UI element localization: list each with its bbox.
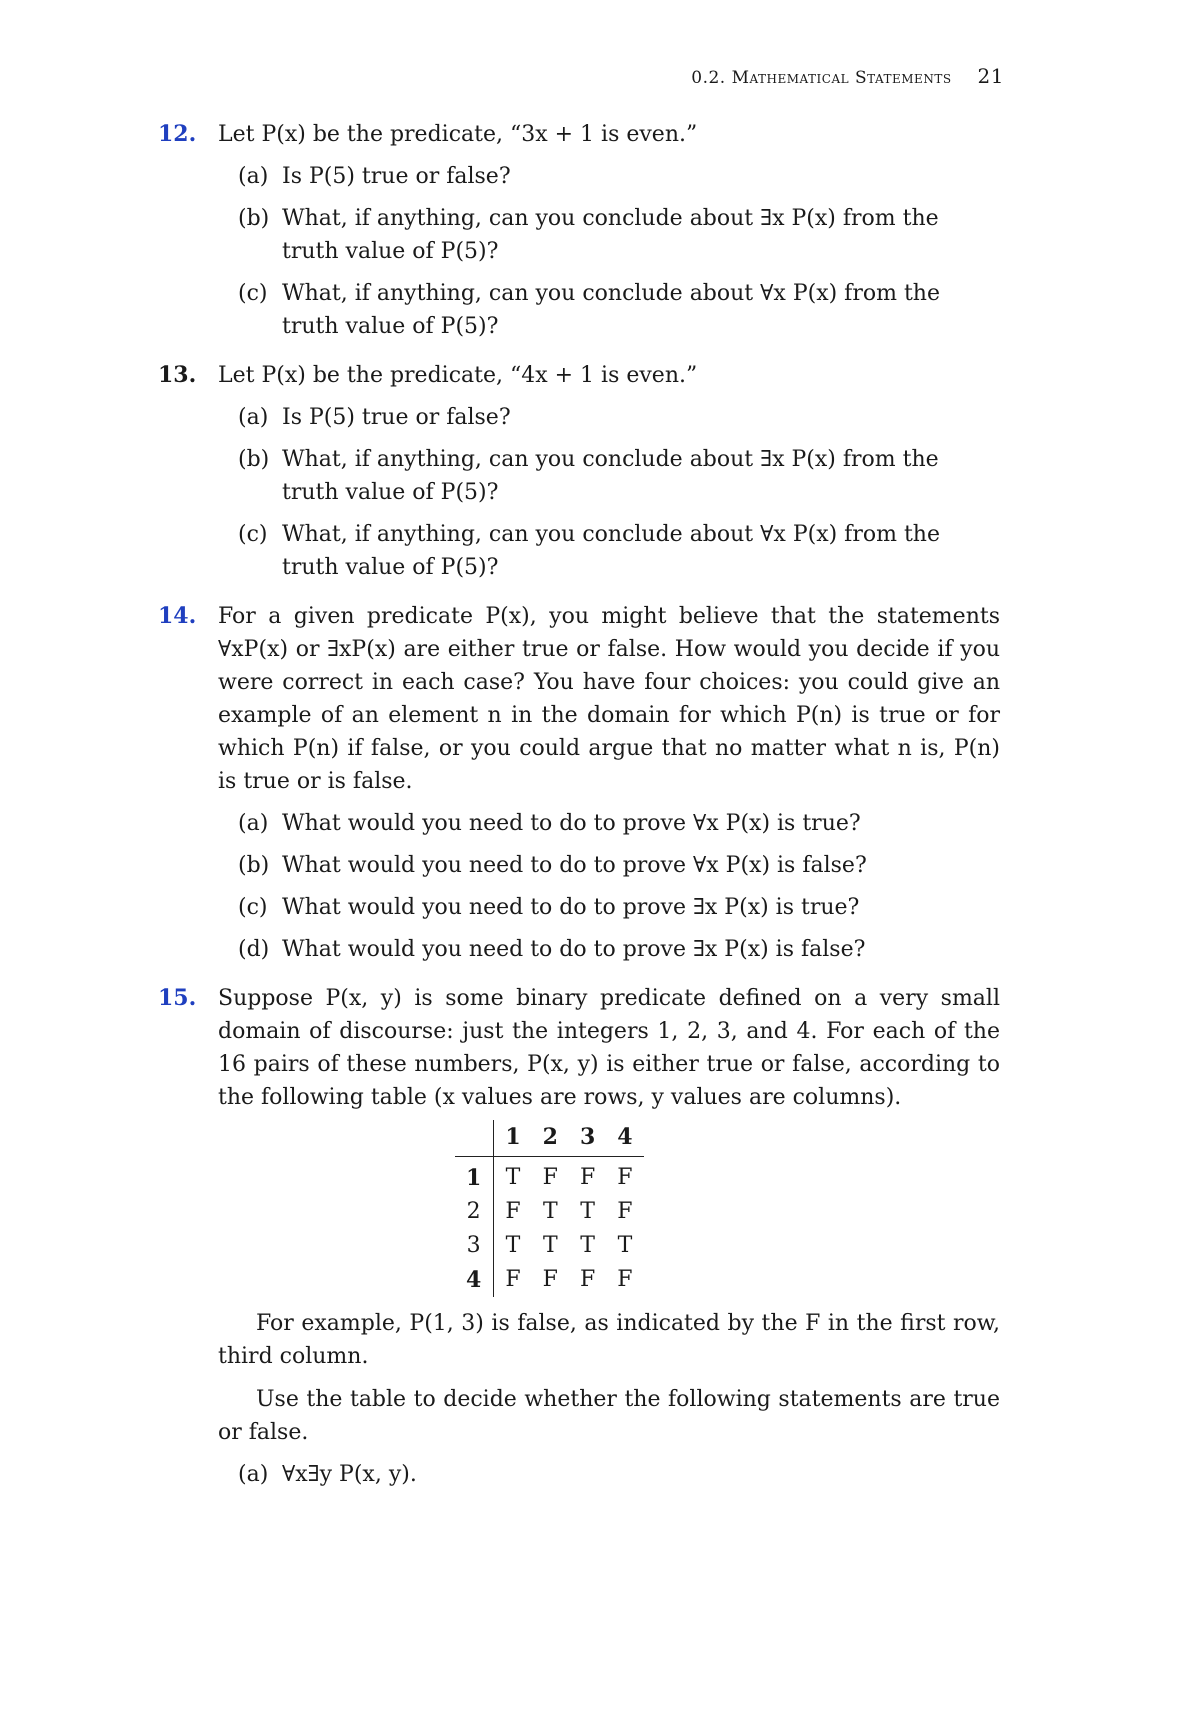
- subpart-text: ∀x∃y P(x, y).: [282, 1462, 417, 1487]
- problem-number: 13.: [158, 362, 197, 388]
- table-cell: T: [542, 1233, 558, 1258]
- row-header: 3: [455, 1229, 494, 1263]
- problem-14: [158, 600, 1000, 966]
- running-header: [691, 64, 1004, 88]
- subpart-text: What, if anything, can you conclude about ∃x P(x) from the truth value of P(5)?: [282, 447, 939, 505]
- subpart-text: What, if anything, can you conclude about ∀x P(x) from the truth value of P(5)?: [282, 281, 940, 339]
- column-header: 3: [569, 1120, 606, 1157]
- row-header: 1: [455, 1157, 494, 1196]
- subpart-label: (a): [238, 405, 269, 430]
- problem-number[interactable]: 12.: [158, 121, 197, 147]
- subpart-text: Is P(5) true or false?: [282, 164, 511, 189]
- section-title: 0.2. Mathematical Statements: [691, 68, 952, 88]
- subpart-label: (a): [238, 811, 269, 836]
- problem-statement: Let P(x) be the predicate, “3x + 1 is even.”: [218, 122, 698, 147]
- table-corner: [455, 1120, 494, 1157]
- table-cell: F: [617, 1199, 633, 1224]
- subpart-label: (a): [238, 1462, 269, 1487]
- truth-table: [455, 1120, 644, 1297]
- table-cell: F: [617, 1267, 633, 1292]
- subpart-text: What would you need to do to prove ∃x P(x) is true?: [282, 895, 860, 920]
- instruction-paragraph: Use the table to decide whether the following statements are true or false.: [218, 1387, 1000, 1445]
- subpart-a: [158, 160, 1000, 193]
- subpart-label: (a): [238, 164, 269, 189]
- problem-13: [158, 359, 1000, 584]
- subpart-text: What would you need to do to prove ∀x P(x) is false?: [282, 853, 867, 878]
- problem-number[interactable]: 15.: [158, 985, 197, 1011]
- subpart-a: [158, 1458, 1000, 1491]
- problem-12: [158, 118, 1000, 343]
- table-cell: F: [579, 1165, 596, 1190]
- table-cell: T: [580, 1233, 595, 1258]
- subpart-label: (c): [238, 895, 268, 920]
- table-cell: T: [580, 1199, 595, 1224]
- subpart-c: [158, 518, 1000, 584]
- table-header-row: [455, 1120, 644, 1157]
- table-row: [455, 1229, 644, 1263]
- subpart-a: [158, 807, 1000, 840]
- problem-statement: Suppose P(x, y) is some binary predicate defined on a very small domain of discourse: just the integers 1, 2, 3, and 4. For each of the 16 pairs of these numbers, P(x, y) is either true or false, according to the following table (x values are rows, y values are columns).: [218, 986, 1000, 1110]
- exercise-list: [158, 118, 1000, 1507]
- column-header: 2: [532, 1120, 569, 1157]
- table-cell: F: [505, 1267, 521, 1292]
- subpart-label: (d): [238, 937, 270, 962]
- subpart-label: (b): [238, 206, 270, 231]
- column-header: 4: [606, 1120, 643, 1157]
- table-row: [455, 1195, 644, 1229]
- table-cell: T: [542, 1199, 558, 1224]
- subpart-text: Is P(5) true or false?: [282, 405, 511, 430]
- table-cell: F: [542, 1165, 558, 1190]
- subpart-b: [158, 443, 1000, 509]
- column-header: 1: [494, 1120, 532, 1157]
- table-cell: T: [617, 1233, 633, 1258]
- table-cell: F: [579, 1267, 596, 1292]
- subpart-label: (c): [238, 522, 268, 547]
- subpart-b: [158, 202, 1000, 268]
- page-number: 21: [977, 64, 1004, 88]
- subpart-b: [158, 849, 1000, 882]
- table-row: [455, 1263, 644, 1297]
- table-cell: F: [542, 1267, 558, 1292]
- table-cell: T: [505, 1233, 521, 1258]
- subpart-text: What would you need to do to prove ∃x P(x) is false?: [282, 937, 866, 962]
- subpart-text: What, if anything, can you conclude about ∃x P(x) from the truth value of P(5)?: [282, 206, 939, 264]
- table-row: [455, 1157, 644, 1196]
- subpart-d: [158, 933, 1000, 966]
- problem-15: [158, 982, 1000, 1491]
- subpart-text: What would you need to do to prove ∀x P(x) is true?: [282, 811, 861, 836]
- row-header: 4: [455, 1263, 494, 1297]
- subpart-a: [158, 401, 1000, 434]
- subpart-label: (b): [238, 853, 270, 878]
- problem-statement: Let P(x) be the predicate, “4x + 1 is even.”: [218, 363, 698, 388]
- subpart-c: [158, 891, 1000, 924]
- subpart-label: (c): [238, 281, 268, 306]
- subpart-label: (b): [238, 447, 270, 472]
- table-cell: F: [617, 1165, 633, 1190]
- table-cell: F: [505, 1199, 521, 1224]
- subpart-c: [158, 277, 1000, 343]
- table-cell: T: [505, 1165, 521, 1190]
- problem-number[interactable]: 14.: [158, 603, 197, 629]
- problem-statement: For a given predicate P(x), you might believe that the statements ∀xP(x) or ∃xP(x) are either true or false. How would you decide if you were correct in each case? You have four choices: you could give an example of an element n in the domain for which P(n) is true or for which P(n) if false, or you could argue that no matter what n is, P(n) is true or is false.: [218, 604, 1000, 794]
- example-paragraph: For example, P(1, 3) is false, as indicated by the F in the first row, third column.: [218, 1311, 1000, 1369]
- row-header: 2: [455, 1195, 494, 1229]
- subpart-text: What, if anything, can you conclude about ∀x P(x) from the truth value of P(5)?: [282, 522, 940, 580]
